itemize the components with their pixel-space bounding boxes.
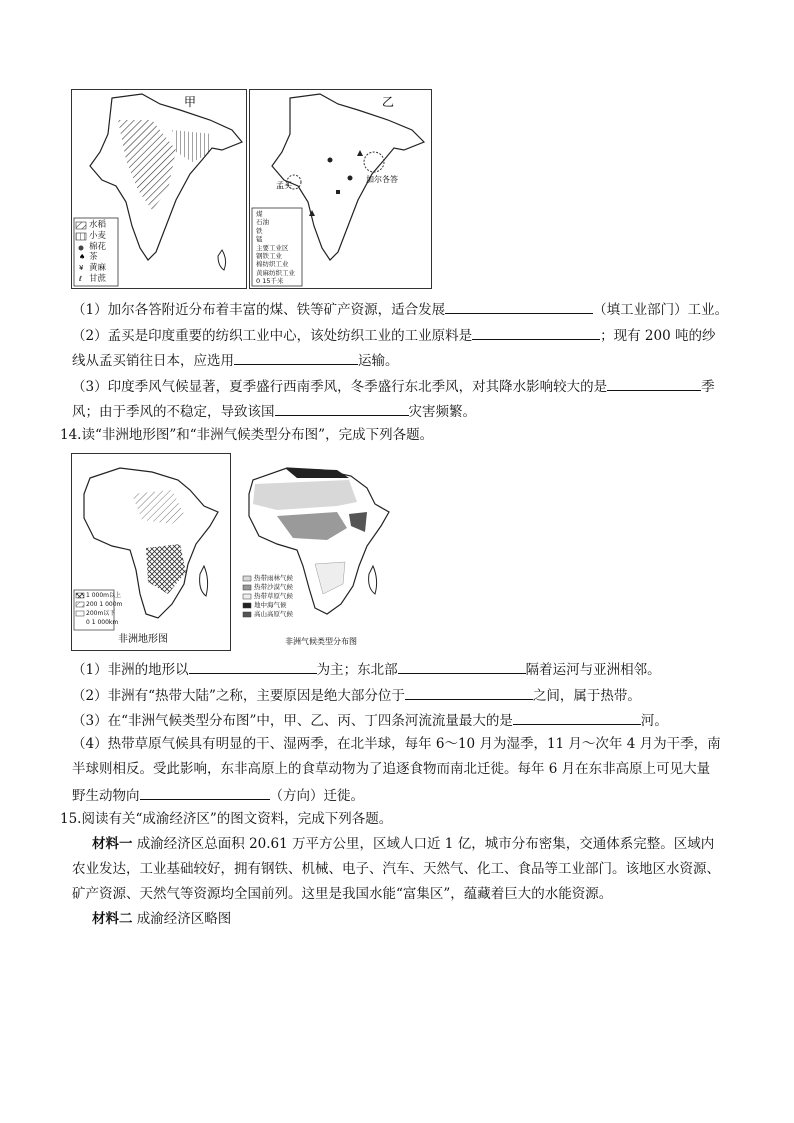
africa-climate-map bbox=[236, 453, 410, 651]
legend-item: 0 15千米 bbox=[256, 277, 284, 286]
svg-text:¥: ¥ bbox=[79, 264, 84, 272]
map-b-title: 乙 bbox=[382, 95, 395, 109]
q15-title: 15.阅读有关“成渝经济区”的图文资料，完成下列各题。 bbox=[60, 811, 393, 827]
legend-item: 石油 bbox=[256, 218, 269, 227]
answer-blank[interactable] bbox=[405, 684, 533, 700]
legend-industry bbox=[256, 210, 295, 286]
legend-item: 200m以下 bbox=[86, 610, 116, 617]
answer-blank[interactable] bbox=[607, 375, 701, 391]
legend-climate bbox=[254, 574, 293, 619]
q13-part2: （2）孟买是印度重要的纺织工业中心，该处纺织工业的工业原料是 ；现有 200 吨的纱 bbox=[72, 324, 715, 346]
answer-blank[interactable] bbox=[513, 709, 641, 725]
q15-material2: 材料二 成渝经济区略图 bbox=[92, 911, 232, 927]
legend-item: 热带雨林气候 bbox=[254, 574, 293, 582]
q14-part2: （2）非洲有“热带大陆”之称，主要原因是绝大部分位于 之间，属于热带。 bbox=[72, 684, 641, 706]
legend-item: 棉花 bbox=[89, 241, 107, 252]
legend-item: 主要工业区 bbox=[256, 243, 289, 252]
label-mengmai: 孟买 bbox=[276, 181, 292, 190]
q13-part2-cont: 线从孟买销往日本，应选用 运输。 bbox=[72, 349, 399, 371]
answer-blank[interactable] bbox=[472, 324, 600, 340]
legend-terrain bbox=[86, 591, 122, 627]
label-jiaergeda: 加尔各答 bbox=[366, 175, 398, 184]
q15-material1-line3: 矿产资源、天然气等资源均全国前列。这里是我国水能“富集区”，蕴藏着巨大的水能资源。 bbox=[72, 886, 613, 902]
answer-blank[interactable] bbox=[445, 298, 593, 314]
legend-item: 1 000m以上 bbox=[86, 592, 122, 599]
legend-item: 茶 bbox=[89, 252, 98, 263]
answer-blank[interactable] bbox=[234, 349, 358, 365]
legend-item: 棉纺织工业 bbox=[256, 260, 289, 269]
india-map-crops bbox=[71, 89, 247, 289]
legend-item: 锰 bbox=[256, 235, 263, 244]
legend-item: 地中海气候 bbox=[254, 601, 287, 609]
q14-title: 14.读“非洲地形图”和“非洲气候类型分布图”，完成下列各题。 bbox=[60, 427, 434, 443]
material-label: 材料二 bbox=[92, 911, 133, 927]
legend-item: 黄麻纺织工业 bbox=[256, 268, 295, 277]
q14-part4-cont: 半球则相反。受此影响，东非高原上的食草动物为了追逐食物而南北迁徙。每年 6 月在东非高原上可见大量 bbox=[72, 761, 711, 777]
legend-item: 热带草原气候 bbox=[254, 592, 293, 600]
legend-item: 水稻 bbox=[89, 220, 107, 230]
india-map-industry bbox=[249, 89, 432, 289]
q13-part1: （1）加尔各答附近分布着丰富的煤、铁等矿产资源，适合发展 （填工业部门）工业。 bbox=[72, 298, 728, 320]
q14-part1: （1）非洲的地形以 为主；东北部 隔着运河与亚洲相邻。 bbox=[72, 658, 661, 680]
legend-item: 钢铁工业 bbox=[256, 252, 282, 261]
map-a-title: 甲 bbox=[184, 95, 197, 109]
q15-material1-line1: 材料一 成渝经济区总面积 20.61 万平方公里，区域人口近 1 亿，城市分布密集，交通体系完整。区域内 bbox=[92, 836, 715, 852]
legend-item: 0 1 000km bbox=[86, 619, 119, 626]
q15-material1-line2: 农业发达，工业基础较好，拥有钢铁、机械、电子、汽车、天然气、化工、食品等工业部门。该地区水资源、 bbox=[72, 861, 720, 877]
caption-climate: 非洲气候类型分布图 bbox=[285, 637, 357, 646]
answer-blank[interactable] bbox=[189, 658, 317, 674]
svg-text:♠: ♠ bbox=[79, 253, 86, 261]
legend-item: 热带沙漠气候 bbox=[254, 583, 293, 591]
answer-blank[interactable] bbox=[398, 658, 526, 674]
svg-text:ℓ: ℓ bbox=[79, 275, 82, 283]
legend-item: 200 1 000m bbox=[86, 601, 123, 608]
caption-terrain: 非洲地形图 bbox=[118, 634, 168, 645]
answer-blank[interactable] bbox=[140, 784, 270, 800]
legend-item: 煤 bbox=[256, 210, 263, 218]
legend-item: 铁 bbox=[256, 226, 263, 235]
answer-blank[interactable] bbox=[275, 400, 409, 416]
material-label: 材料一 bbox=[92, 836, 133, 852]
q14-part3: （3）在“非洲气候类型分布图”中，甲、乙、丙、丁四条河流流量最大的是 河。 bbox=[72, 709, 668, 731]
q14-part4: （4）热带草原气候具有明显的干、湿两季，在北半球，每年 6～10 月为湿季，11 月～次年 4 月为干季，南 bbox=[72, 736, 721, 752]
legend-item: 黄麻 bbox=[89, 263, 107, 274]
africa-terrain-map bbox=[71, 453, 231, 651]
q13-part3: （3）印度季风气候显著，夏季盛行西南季风，冬季盛行东北季风，对其降水影响较大的是 季 bbox=[72, 375, 715, 397]
q14-part4-cont2: 野生动物向 （方向）迁徙。 bbox=[72, 784, 364, 806]
q13-part3-cont: 风；由于季风的不稳定，导致该国 灾害频繁。 bbox=[72, 400, 476, 422]
legend-item: 小麦 bbox=[89, 230, 107, 241]
legend-item: 高山高原气候 bbox=[254, 610, 293, 618]
legend-item: 甘蔗 bbox=[89, 273, 107, 284]
legend-crops bbox=[89, 220, 106, 285]
